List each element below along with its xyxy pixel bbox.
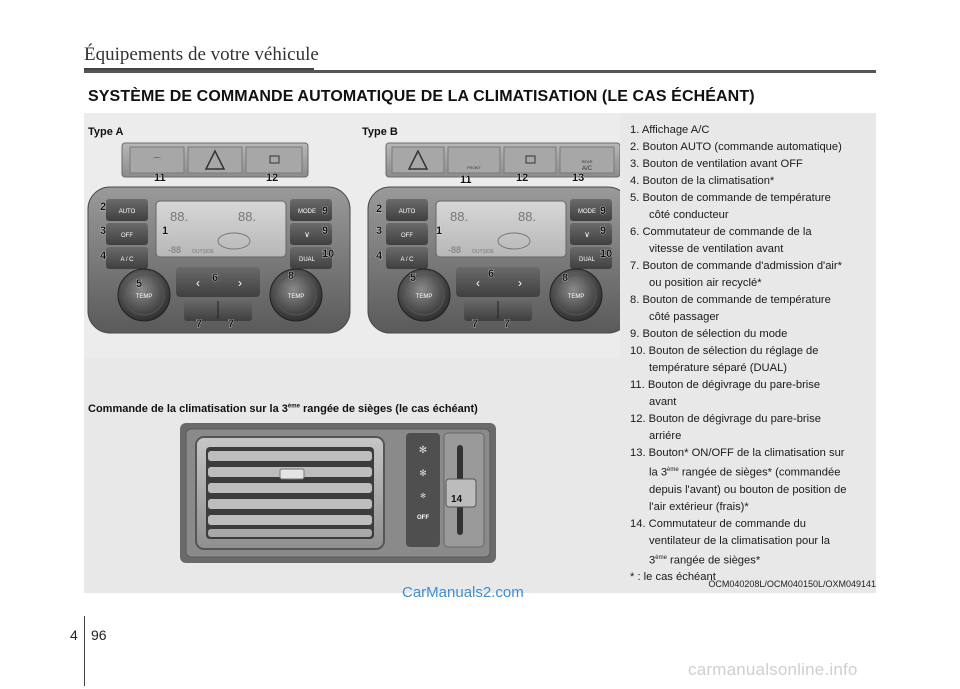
svg-text:-88: -88 — [168, 245, 182, 255]
legend-item-4: 4. Bouton de la climatisation* — [630, 175, 775, 187]
type-b-temp-right-label: TEMP — [567, 294, 585, 300]
section-title: SYSTÈME DE COMMANDE AUTOMATIQUE DE LA CLIMATISATION (LE CAS ÉCHÉANT) — [88, 88, 755, 105]
type-a-temp-left-label: TEMP — [135, 294, 153, 300]
legend-item-8: 8. Bouton de commande de température côté passager — [630, 294, 831, 323]
type-b-label: Type B — [362, 126, 398, 138]
svg-text:2: 2 — [376, 203, 383, 215]
svg-text:12: 12 — [516, 172, 529, 184]
type-a-auto-label: AUTO — [118, 209, 136, 215]
svg-text:10: 10 — [322, 248, 335, 260]
legend-item-3: 3. Bouton de ventilation avant OFF — [630, 158, 803, 170]
type-a-dual-label: DUAL — [298, 257, 316, 263]
type-b-dual-label: DUAL — [578, 257, 596, 263]
svg-text:‹: ‹ — [196, 276, 200, 290]
svg-text:5: 5 — [136, 278, 143, 290]
legend-list — [630, 122, 878, 586]
svg-text:∨: ∨ — [584, 230, 590, 239]
running-header: Équipements de votre véhicule — [84, 44, 319, 65]
legend-item-13: 13. Bouton* ON/OFF de la climatisation sur la 3ème rangée de sièges* (commandée depuis l'avant) ou bouton de position de l'air extérieur (frais)* — [630, 447, 847, 513]
svg-text:7: 7 — [196, 318, 203, 330]
type-a-outside-label: OUTSIDE — [192, 249, 215, 255]
vent-off-label: OFF — [417, 515, 429, 521]
type-a-unit — [88, 143, 350, 333]
svg-text:8: 8 — [288, 270, 295, 282]
header-rule — [84, 70, 876, 73]
type-a-temp-right-label: TEMP — [287, 294, 305, 300]
watermark-link[interactable]: CarManuals2.com — [402, 584, 524, 601]
svg-text:88.: 88. — [170, 209, 189, 224]
svg-text:1: 1 — [436, 225, 443, 237]
third-row-vent — [180, 423, 496, 563]
legend-footnote: * : le cas échéant — [630, 571, 716, 584]
type-b-ac-label: A / C — [400, 257, 414, 263]
legend-item-7: 7. Bouton de commande d'admission d'air* ou position air recyclé* — [630, 260, 842, 289]
svg-text:2: 2 — [100, 201, 107, 213]
type-b-off-label: OFF — [401, 233, 413, 239]
legend-item-12: 12. Bouton de dégivrage du pare-brise arriére — [630, 413, 821, 442]
page-number-rule — [84, 616, 85, 686]
svg-text:9: 9 — [600, 225, 607, 237]
chapter-number: 4 — [70, 627, 78, 643]
climate-control-diagram — [84, 113, 620, 583]
svg-text:›: › — [518, 276, 522, 290]
svg-text:4: 4 — [376, 250, 383, 262]
svg-text:1: 1 — [162, 225, 169, 237]
legend-item-6: 6. Commutateur de commande de la vitesse de ventilation avant — [630, 226, 812, 255]
type-b-outside-label: OUTSIDE — [472, 249, 495, 255]
legend-item-1: 1. Affichage A/C — [630, 124, 710, 136]
svg-text:6: 6 — [212, 272, 219, 284]
legend-item-5: 5. Bouton de commande de température côté conducteur — [630, 192, 831, 221]
svg-text:✻: ✻ — [418, 445, 428, 456]
type-a-off-label: OFF — [121, 233, 133, 239]
type-b-temp-left-label: TEMP — [415, 294, 433, 300]
page-number: 96 — [91, 627, 107, 643]
svg-text:13: 13 — [572, 172, 585, 184]
svg-text:‹: ‹ — [476, 276, 480, 290]
svg-text:11: 11 — [460, 174, 472, 186]
svg-text:8: 8 — [562, 272, 569, 284]
svg-text:9: 9 — [600, 205, 607, 217]
svg-text:7: 7 — [228, 318, 235, 330]
svg-text:7: 7 — [472, 318, 479, 330]
svg-text:✻: ✻ — [420, 493, 426, 500]
svg-text:88.: 88. — [450, 209, 469, 224]
svg-text:9: 9 — [322, 225, 329, 237]
svg-text:88.: 88. — [238, 209, 257, 224]
type-a-label: Type A — [88, 126, 124, 138]
legend-item-11: 11. Bouton de dégivrage du pare-brise avant — [630, 379, 821, 408]
type-a-ac-label: A / C — [120, 257, 134, 263]
svg-text:9: 9 — [322, 205, 329, 217]
svg-text:12: 12 — [266, 172, 279, 184]
third-row-subhead: Commande de la climatisation sur la 3ème rangée de sièges (le cas échéant) — [88, 403, 478, 415]
type-a-mode-label: MODE — [298, 209, 316, 215]
type-b-rear-label: REAR — [581, 159, 593, 164]
type-b-front-label: FRONT — [467, 165, 481, 170]
type-b-rear-ac-label: A/C — [581, 166, 593, 172]
svg-text:5: 5 — [410, 272, 417, 284]
legend-item-9: 9. Bouton de sélection du mode — [630, 328, 788, 340]
svg-text:3: 3 — [376, 225, 383, 237]
svg-text:4: 4 — [100, 250, 107, 262]
svg-text:✻: ✻ — [419, 468, 427, 478]
svg-text:›: › — [238, 276, 242, 290]
svg-text:88.: 88. — [518, 209, 537, 224]
svg-text:3: 3 — [100, 225, 107, 237]
legend-item-10: 10. Bouton de sélection du réglage de température séparé (DUAL) — [630, 345, 819, 374]
svg-text:6: 6 — [488, 268, 495, 280]
svg-text:7: 7 — [504, 318, 511, 330]
svg-text:10: 10 — [600, 248, 613, 260]
svg-text:∨: ∨ — [304, 230, 310, 239]
legend-item-14: 14. Commutateur de commande du ventilateur de la climatisation pour la 3ème rangée de sièges* — [630, 517, 830, 567]
legend-item-2: 2. Bouton AUTO (commande automatique) — [630, 141, 842, 153]
type-b-auto-label: AUTO — [398, 209, 416, 215]
svg-text:11: 11 — [154, 172, 166, 184]
svg-text:⌒: ⌒ — [153, 157, 161, 166]
type-b-mode-label: MODE — [578, 209, 596, 215]
watermark-footer: carmanualsonline.info — [688, 660, 858, 679]
svg-text:-88: -88 — [448, 245, 462, 255]
figure-caption: OCM040208L/OCM040150L/OXM049141 — [708, 579, 876, 589]
svg-text:14: 14 — [451, 494, 463, 505]
